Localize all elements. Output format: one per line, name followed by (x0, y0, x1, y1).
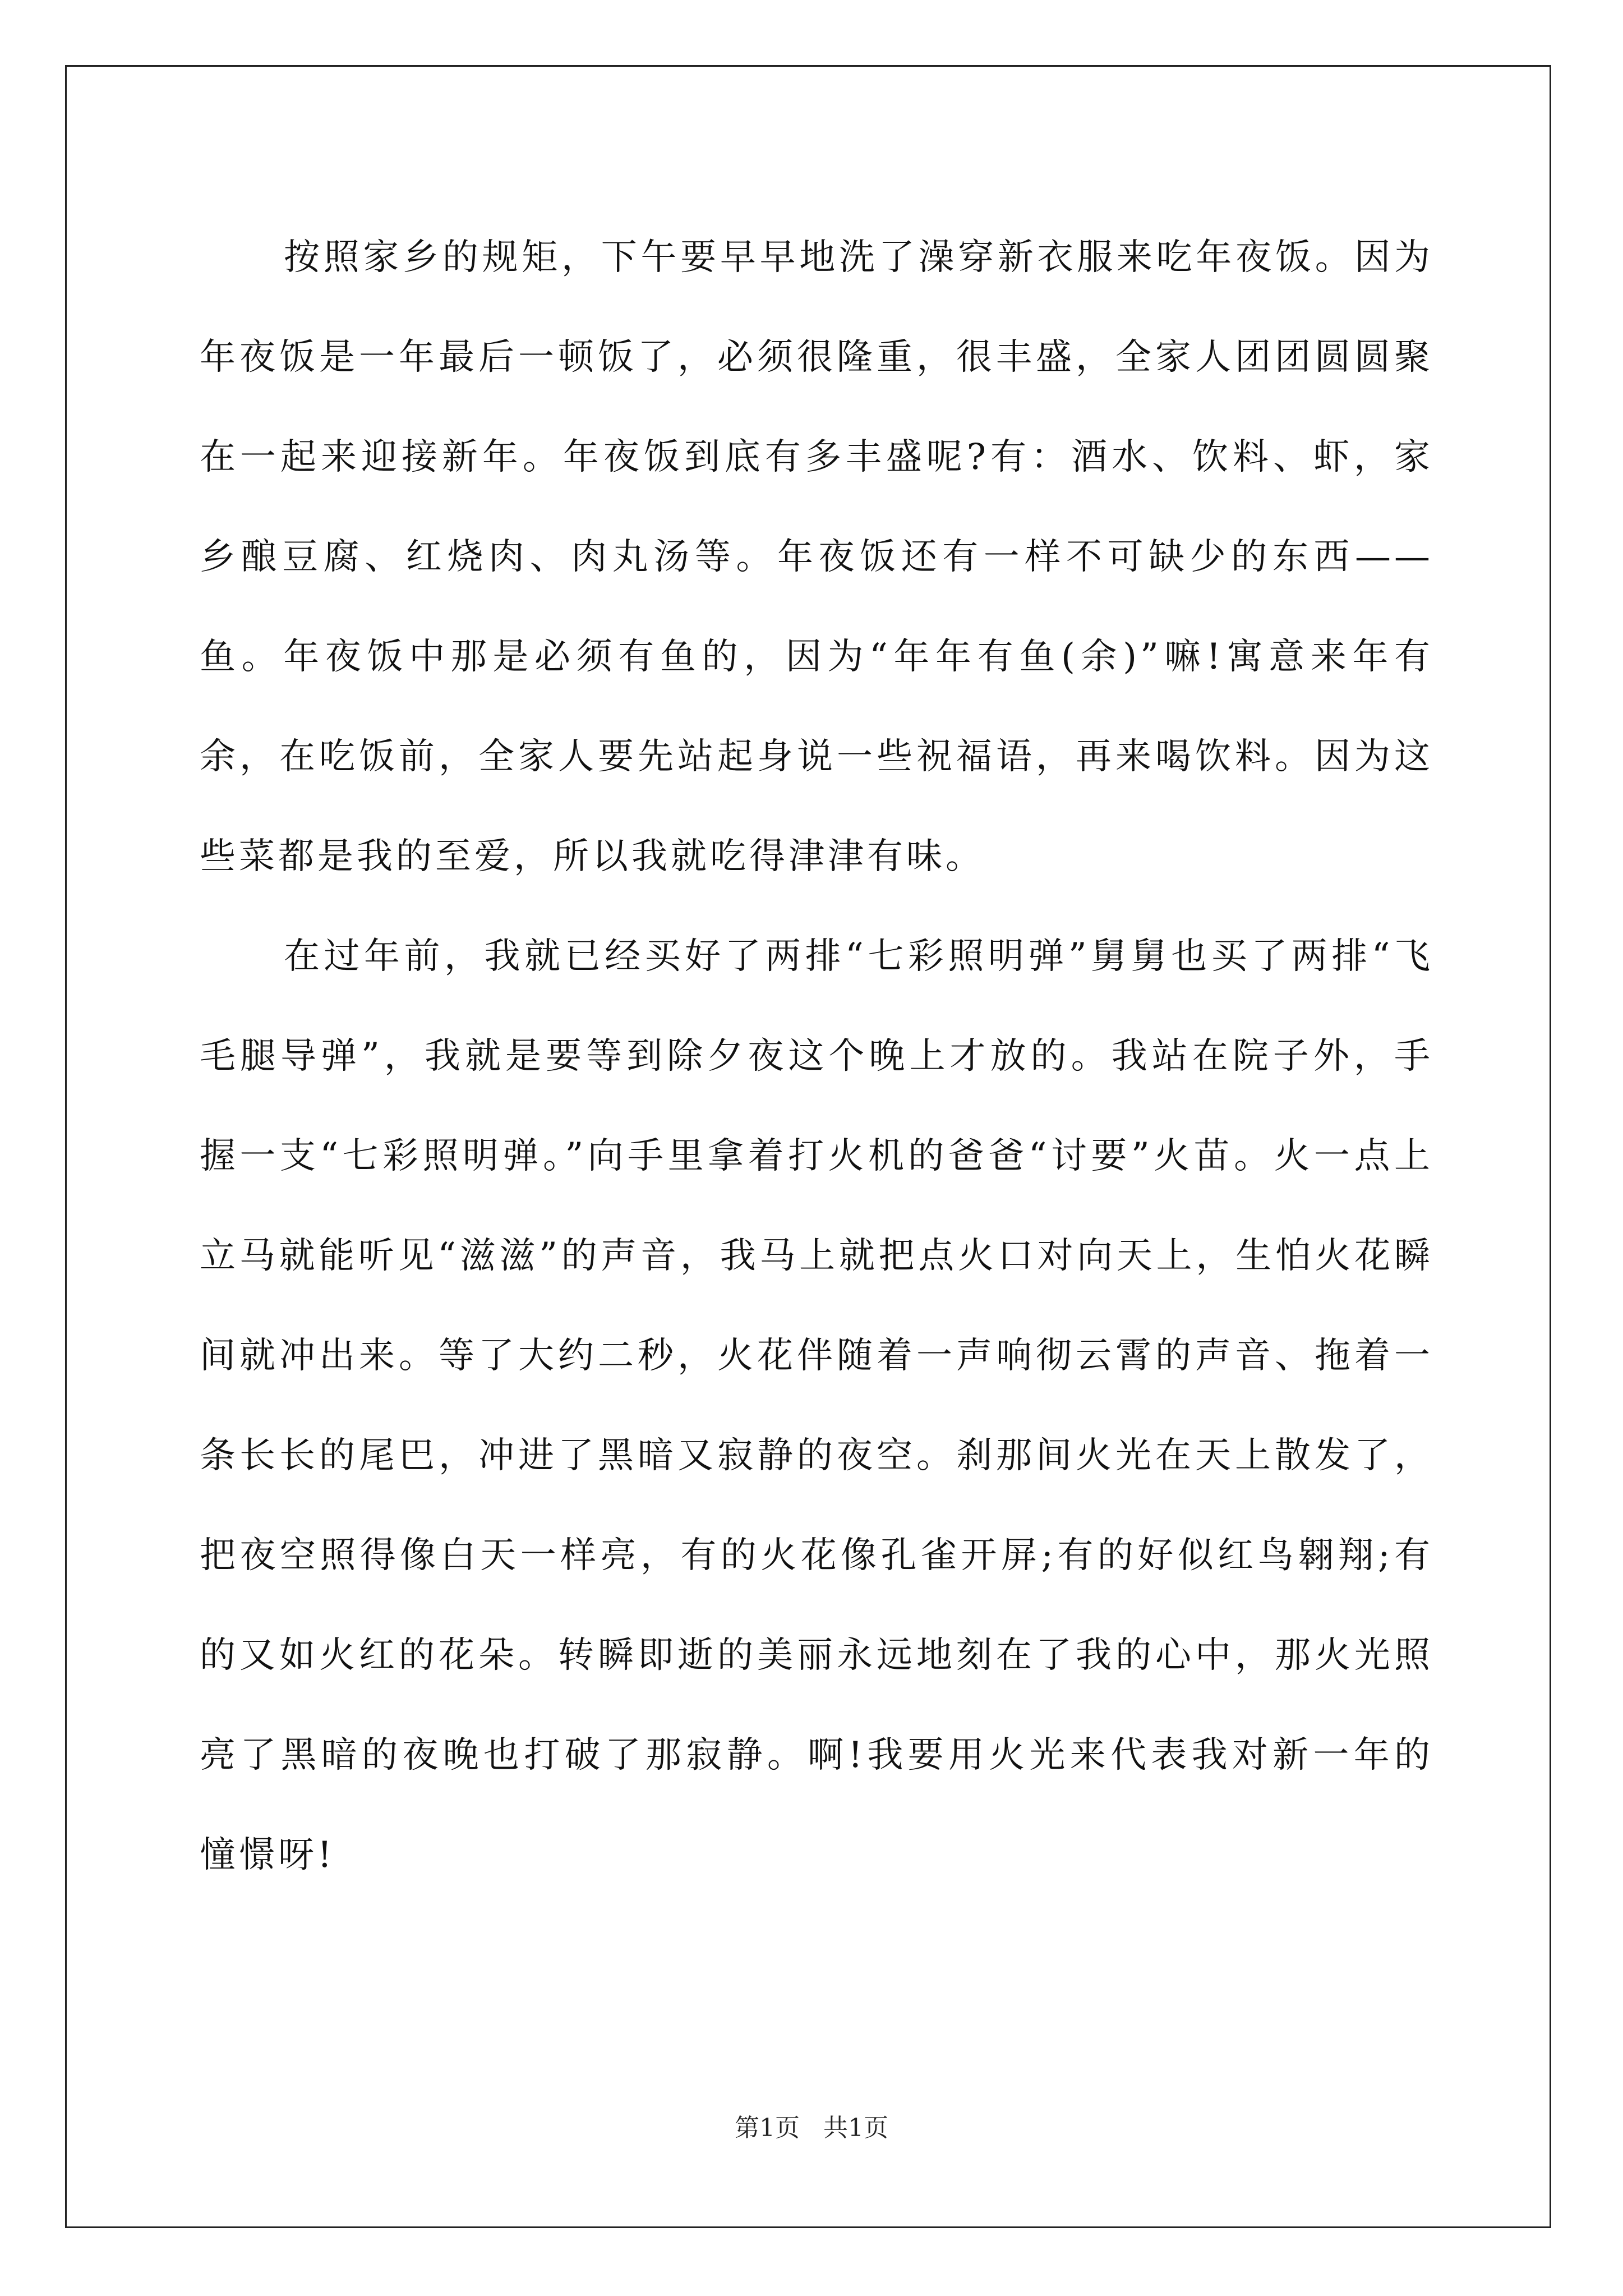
paragraph-1: 按照家乡的规矩，下午要早早地洗了澡穿新衣服来吃年夜饭。因为年夜饭是一年最后一顿饭了，必须很隆重，很丰盛，全家人团团圆圆聚在一起来迎接新年。年夜饭到底有多丰盛呢?有：酒水、饮料、虾，家乡酿豆腐、红烧肉、肉丸汤等。年夜饭还有一样不可缺少的东西——鱼。年夜饭中那是必须有鱼的，因为“年年有鱼(余)”嘛!寓意来年有余，在吃饭前，全家人要先站起身说一些祝福语，再来喝饮料。因为这些菜都是我的至爱，所以我就吃得津津有味。 (200, 237, 1433, 877)
page-footer (0, 2111, 1623, 2145)
page-number: 第1页 (735, 2114, 800, 2142)
page-total: 共1页 (823, 2114, 888, 2142)
document-body (200, 208, 1433, 1905)
paragraph-2: 在过年前，我就已经买好了两排“七彩照明弹”舅舅也买了两排“飞毛腿导弹”，我就是要等到除夕夜这个晚上才放的。我站在院子外，手握一支“七彩照明弹。”向手里拿着打火机的爸爸“讨要”火苗。火一点上立马就能听见“滋滋”的声音，我马上就把点火口对向天上，生怕火花瞬间就冲出来。等了大约二秒，火花伴随着一声响彻云霄的声音、拖着一条长长的尾巴，冲进了黑暗又寂静的夜空。刹那间火光在天上散发了，把夜空照得像白天一样亮，有的火花像孔雀开屏;有的好似红鸟翱翔;有的又如火红的花朵。转瞬即逝的美丽永远地刻在了我的心中，那火光照亮了黑暗的夜晚也打破了那寂静。啊!我要用火光来代表我对新一年的憧憬呀! (200, 936, 1433, 1876)
